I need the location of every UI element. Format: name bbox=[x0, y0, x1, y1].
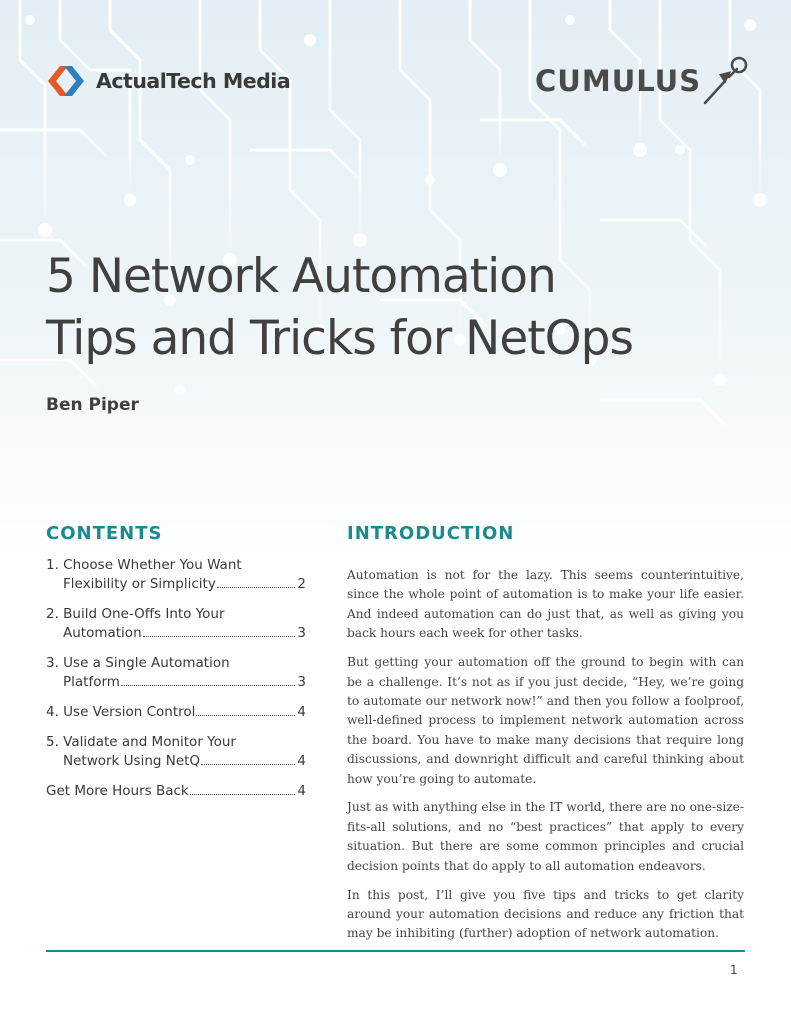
toc-item-title: 3. Use a Single Automation bbox=[46, 655, 230, 671]
dot-leader bbox=[190, 794, 296, 795]
toc-page-number: 3 bbox=[297, 625, 306, 641]
toc-item-title: 2. Build One-Offs Into Your bbox=[46, 606, 225, 622]
toc-item-6[interactable] bbox=[46, 782, 306, 801]
actualtech-media-name: ActualTech Media bbox=[96, 69, 291, 93]
intro-paragraph: Just as with anything else in the IT world, there are no one-size-fits-all solutions, and no “best practices” that apply to every situation. But there are some common principles and crucial decision points that do apply to all automation endeavors. bbox=[347, 800, 744, 873]
dot-leader bbox=[201, 764, 295, 765]
intro-paragraph: In this post, I’ll give you five tips and tricks to get clarity around your automation decisions and reduce any friction that may be inhibiting (further) adoption of network automation. bbox=[347, 887, 744, 941]
document-title bbox=[46, 246, 766, 370]
toc-page-number: 2 bbox=[297, 576, 306, 592]
dot-leader bbox=[196, 715, 295, 716]
intro-paragraph: Automation is not for the lazy. This seems counterintuitive, since the whole point of automation is to make your life easier. And indeed automation can do just that, as well as giving you back hours each week for other tasks. bbox=[347, 568, 744, 641]
cumulus-name: CUMULUS bbox=[535, 64, 702, 98]
toc-item-title: 4. Use Version Control bbox=[46, 704, 196, 720]
toc-item-5[interactable] bbox=[46, 733, 306, 771]
toc-item-4[interactable] bbox=[46, 703, 306, 722]
toc-item-title-cont: Automation bbox=[63, 625, 142, 641]
contents-heading: CONTENTS bbox=[46, 523, 163, 544]
dot-leader bbox=[217, 587, 296, 588]
dot-leader bbox=[121, 685, 295, 686]
dot-leader bbox=[143, 636, 296, 637]
actualtech-media-logo bbox=[46, 64, 290, 98]
toc-item-title-cont: Network Using NetQ bbox=[63, 753, 201, 769]
table-of-contents bbox=[46, 556, 306, 812]
toc-item-title: 5. Validate and Monitor Your bbox=[46, 734, 236, 750]
rocket-icon bbox=[699, 51, 749, 107]
introduction-heading: INTRODUCTION bbox=[347, 523, 515, 544]
toc-page-number: 4 bbox=[297, 704, 306, 720]
toc-item-2[interactable] bbox=[46, 605, 306, 643]
toc-page-number: 3 bbox=[297, 674, 306, 690]
page-number: 1 bbox=[730, 963, 738, 977]
title-line-1: 5 Network Automation bbox=[46, 249, 556, 304]
footer-divider bbox=[46, 950, 745, 952]
author-name: Ben Piper bbox=[46, 395, 139, 415]
toc-page-number: 4 bbox=[297, 783, 306, 799]
toc-item-1[interactable] bbox=[46, 556, 306, 594]
toc-item-3[interactable] bbox=[46, 654, 306, 692]
toc-item-title: 1. Choose Whether You Want bbox=[46, 557, 242, 573]
cumulus-logo bbox=[535, 55, 749, 107]
toc-item-title-cont: Flexibility or Simplicity bbox=[63, 576, 216, 592]
title-line-2: Tips and Tricks for NetOps bbox=[46, 311, 633, 366]
intro-paragraph: But getting your automation off the ground to begin with can be a challenge. It’s not as if you just decide, “Hey, we’re going to automate our network now!” and then you follow a foolproof, well-defined process to implement network automation across the board. You have to make many decisions that require long discussions, and downright difficult and careful thinking about how you’re going to automate. bbox=[347, 655, 744, 786]
toc-page-number: 4 bbox=[297, 753, 306, 769]
toc-item-title-cont: Platform bbox=[63, 674, 120, 690]
actualtech-chevron-logo-icon bbox=[46, 64, 90, 98]
introduction-body bbox=[347, 566, 744, 953]
toc-item-title: Get More Hours Back bbox=[46, 783, 189, 799]
